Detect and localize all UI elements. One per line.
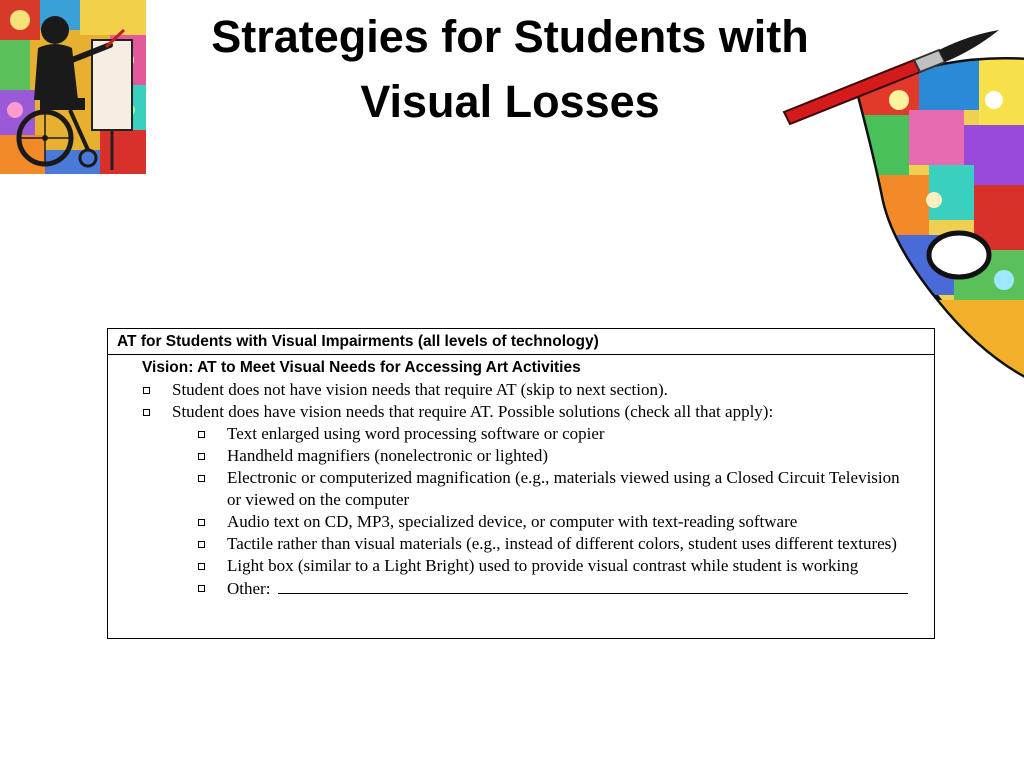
checkbox[interactable]	[197, 533, 207, 555]
solution-item	[142, 533, 934, 555]
checkbox[interactable]	[197, 423, 207, 445]
paint-palette-with-brush-icon	[764, 0, 1024, 380]
at-checklist-document	[107, 328, 935, 639]
solution-text: Tactile rather than visual materials (e.g., instead of different colors, student uses different textures)	[227, 534, 897, 553]
option-text: Student does not have vision needs that require AT (skip to next section).	[172, 380, 668, 399]
solution-text: Handheld magnifiers (nonelectronic or lighted)	[227, 446, 548, 465]
solution-item	[142, 555, 934, 577]
option-text: Student does have vision needs that require AT. Possible solutions (check all that apply):	[172, 402, 774, 421]
option-no-vision-needs	[142, 379, 934, 401]
solution-text: Light box (similar to a Light Bright) used to provide visual contrast while student is working	[227, 556, 859, 575]
checkbox[interactable]	[197, 577, 207, 600]
artist-in-wheelchair-painting-icon	[0, 0, 146, 174]
solution-item	[142, 511, 934, 533]
checkbox[interactable]	[197, 511, 207, 533]
solution-item	[142, 423, 934, 445]
document-header: AT for Students with Visual Impairments (all levels of technology)	[108, 329, 934, 355]
other-fill-line[interactable]	[278, 577, 908, 594]
section-title: Vision: AT to Meet Visual Needs for Accessing Art Activities	[142, 359, 581, 376]
solution-item-other	[142, 577, 934, 600]
solution-item	[142, 467, 934, 511]
solution-text: Text enlarged using word processing software or copier	[227, 424, 605, 443]
checkbox[interactable]	[197, 445, 207, 467]
solution-text: Electronic or computerized magnification (e.g., materials viewed using a Closed Circuit Television or viewed on the computer	[227, 468, 900, 509]
other-label: Other:	[227, 579, 271, 598]
solution-text: Audio text on CD, MP3, specialized device, or computer with text-reading software	[227, 512, 798, 531]
checkbox[interactable]	[197, 467, 207, 511]
checkbox[interactable]	[142, 379, 152, 401]
slide-title: Strategies for Students with Visual Losses	[211, 11, 809, 127]
checkbox[interactable]	[197, 555, 207, 577]
option-has-vision-needs	[142, 401, 934, 423]
solution-other	[227, 577, 934, 600]
solution-item	[142, 445, 934, 467]
checkbox[interactable]	[142, 401, 152, 423]
document-body	[108, 355, 934, 600]
